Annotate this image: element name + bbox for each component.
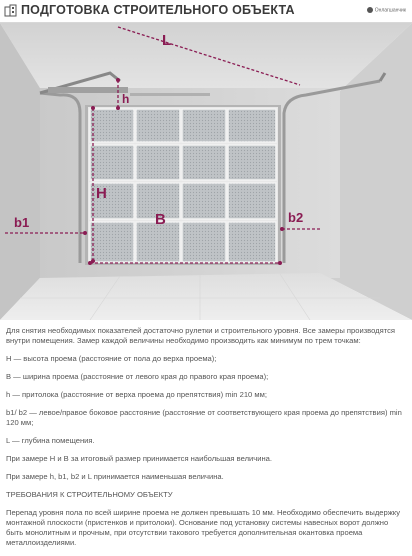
door-panels xyxy=(88,107,278,263)
def-B: B — ширина проема (расстояние от левого края до правого края проема); xyxy=(6,372,269,381)
ceiling xyxy=(0,23,412,91)
requirements-title: ТРЕБОВАНИЯ К СТРОИТЕЛЬНОМУ ОБЪЕКТУ xyxy=(6,490,173,499)
def-L: L — глубина помещения. xyxy=(6,436,95,445)
label-L: L xyxy=(162,32,172,49)
label-h: h xyxy=(122,92,130,106)
brand-logo xyxy=(367,7,406,13)
label-H: H xyxy=(96,185,107,202)
logo-icon xyxy=(367,7,373,13)
def-H: H — высота проема (расстояние от пола до верха проема); xyxy=(6,354,217,363)
building-icon xyxy=(4,4,17,17)
label-B: B xyxy=(155,211,166,228)
page-title: ПОДГОТОВКА СТРОИТЕЛЬНОГО ОБЪЕКТА xyxy=(21,3,295,17)
rule-max: При замере H и B за итоговый размер принимается наибольшая величина. xyxy=(6,454,272,463)
requirements-text: Перепад уровня пола по всей ширине проема не должен превышать 10 мм. Необходимо обеспечить выдержку монтажной плоскости (пристенков и притолоки). Основание под установку системы навесных ворот должно быть монолитным и прочным, при отсутствии такового требуется дополнительная окантовка проема металлоизделиями. xyxy=(6,508,400,547)
label-b1: b1 xyxy=(14,215,30,230)
spring-shaft xyxy=(48,87,128,93)
label-b2: b2 xyxy=(288,210,304,225)
top-rail xyxy=(130,93,210,96)
intro-paragraph: Для снятия необходимых показателей достаточно рулетки и строительного уровня. Все замеры производятся внутри помещения. Замер каждой величины необходимо производить как минимум по трем точкам: xyxy=(6,326,396,345)
content-text xyxy=(6,326,406,556)
def-h: h — притолока (расстояние от верха проема до препятствия) min 210 мм; xyxy=(6,390,267,399)
garage-illustration xyxy=(0,23,412,320)
def-b1-b2: b1/ b2 — левое/правое боковое расстояние (расстояние от соответствующего края проема до препятствия) min 120 мм; xyxy=(6,408,402,427)
page-header xyxy=(0,0,412,23)
brand-name: Онлагшанчик xyxy=(374,7,406,14)
rule-min: При замере h, b1, b2 и L принимается наименьшая величина. xyxy=(6,472,224,481)
